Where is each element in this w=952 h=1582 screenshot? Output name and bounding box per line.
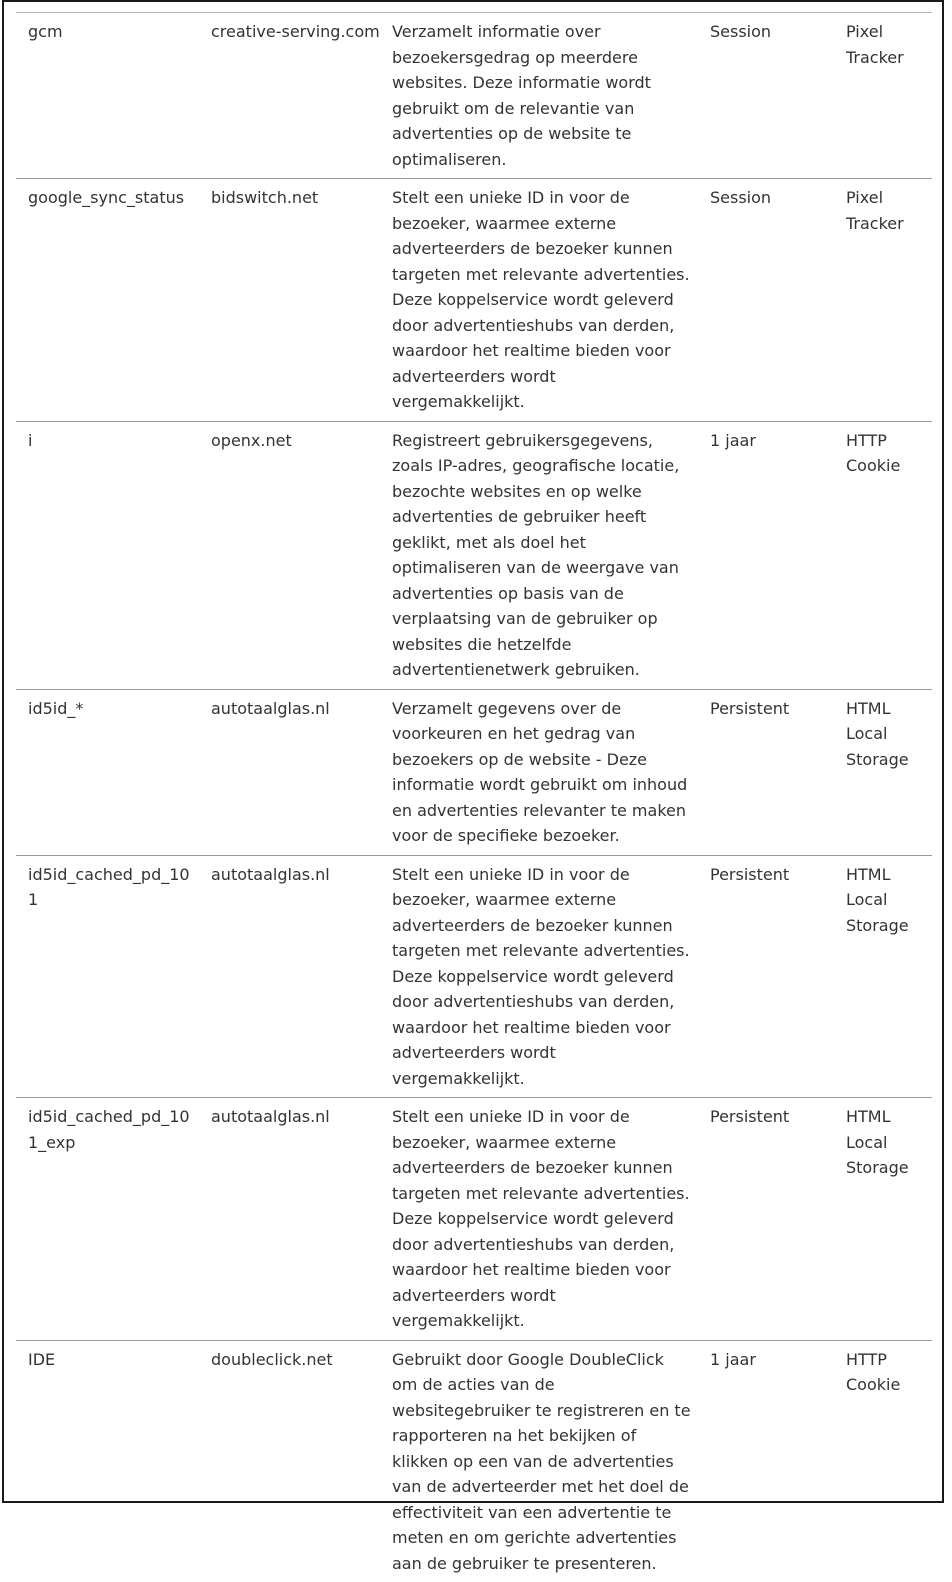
cookie-name: id5id_cached_pd_101_exp (16, 1098, 199, 1341)
table-row (16, 13, 932, 179)
table-row (16, 421, 932, 689)
cookie-name: i (16, 421, 199, 689)
cookie-expiry: Persistent (698, 1098, 834, 1341)
cookie-purpose: Verzamelt informatie over bezoekersgedrag op meerdere websites. Deze informatie wordt gebruikt om de relevantie van advertenties op de website te optimaliseren. (380, 13, 698, 179)
cookie-domain: creative-serving.com (199, 13, 380, 179)
table-row (16, 689, 932, 855)
cookie-name: id5id_* (16, 689, 199, 855)
cookie-name: IDE (16, 1340, 199, 1582)
cookie-type: HTML Local Storage (834, 689, 932, 855)
cookie-type: Pixel Tracker (834, 179, 932, 422)
cookie-type: Pixel Tracker (834, 13, 932, 179)
cookie-name: id5id_cached_pd_101 (16, 855, 199, 1098)
table-row (16, 179, 932, 422)
cookie-expiry: 1 jaar (698, 1340, 834, 1582)
cookie-expiry: Session (698, 13, 834, 179)
cookie-domain: autotaalglas.nl (199, 689, 380, 855)
cookie-type: HTTP Cookie (834, 421, 932, 689)
cookie-purpose: Verzamelt gegevens over de voorkeuren en het gedrag van bezoekers op de website - Deze informatie wordt gebruikt om inhoud en advertenties relevanter te maken voor de specifieke bezoeker. (380, 689, 698, 855)
cookie-domain: autotaalglas.nl (199, 855, 380, 1098)
cookie-purpose: Stelt een unieke ID in voor de bezoeker, waarmee externe adverteerders de bezoeker kunnen targeten met relevante advertenties. Deze koppelservice wordt geleverd door advertentieshubs van derden, waardoor het realtime bieden voor adverteerders wordt vergemakkelijkt. (380, 855, 698, 1098)
cookie-type: HTML Local Storage (834, 1098, 932, 1341)
table-row (16, 1098, 932, 1341)
cookie-domain: autotaalglas.nl (199, 1098, 380, 1341)
cookie-name: gcm (16, 13, 199, 179)
cookie-table-frame (2, 0, 944, 1573)
cookie-table (16, 12, 932, 1582)
cookie-purpose: Stelt een unieke ID in voor de bezoeker, waarmee externe adverteerders de bezoeker kunnen targeten met relevante advertenties. Deze koppelservice wordt geleverd door advertentieshubs van derden, waardoor het realtime bieden voor adverteerders wordt vergemakkelijkt. (380, 179, 698, 422)
cookie-type: HTML Local Storage (834, 855, 932, 1098)
cookie-name: google_sync_status (16, 179, 199, 422)
cookie-purpose: Stelt een unieke ID in voor de bezoeker, waarmee externe adverteerders de bezoeker kunnen targeten met relevante advertenties. Deze koppelservice wordt geleverd door advertentieshubs van derden, waardoor het realtime bieden voor adverteerders wordt vergemakkelijkt. (380, 1098, 698, 1341)
cookie-purpose: Gebruikt door Google DoubleClick om de acties van de websitegebruiker te registreren en te rapporteren na het bekijken of klikken op een van de advertenties van de adverteerder met het doel de effectiviteit van een advertentie te meten en om gerichte advertenties aan de gebruiker te presenteren. (380, 1340, 698, 1582)
cookie-purpose: Registreert gebruikersgegevens, zoals IP-adres, geografische locatie, bezochte websites en op welke advertenties de gebruiker heeft geklikt, met als doel het optimaliseren van de weergave van advertenties op basis van de verplaatsing van de gebruiker op websites die hetzelfde advertentienetwerk gebruiken. (380, 421, 698, 689)
table-row (16, 1340, 932, 1582)
cookie-expiry: Session (698, 179, 834, 422)
cookie-domain: doubleclick.net (199, 1340, 380, 1582)
cookie-expiry: 1 jaar (698, 421, 834, 689)
cookie-expiry: Persistent (698, 689, 834, 855)
cookie-type: HTTP Cookie (834, 1340, 932, 1582)
table-row (16, 855, 932, 1098)
cookie-expiry: Persistent (698, 855, 834, 1098)
cookie-domain: bidswitch.net (199, 179, 380, 422)
cookie-domain: openx.net (199, 421, 380, 689)
